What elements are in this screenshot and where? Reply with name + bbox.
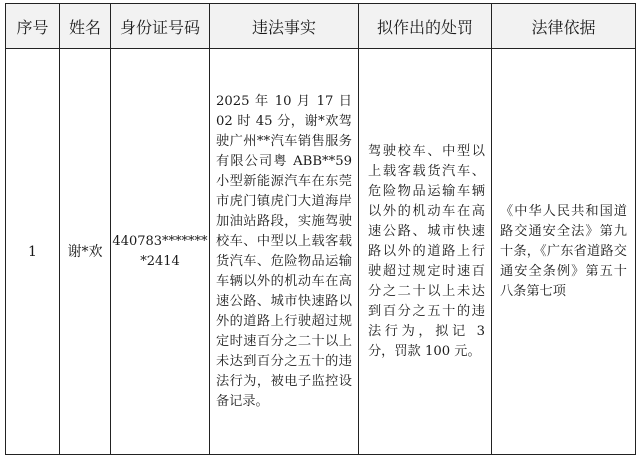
cell-serial-number: 1 bbox=[6, 49, 60, 455]
cell-proposed-penalty bbox=[359, 49, 492, 455]
header-legal-basis: 法律依据 bbox=[492, 4, 636, 49]
penalty-table bbox=[5, 3, 636, 455]
header-id-number: 身份证号码 bbox=[111, 4, 210, 49]
header-name: 姓名 bbox=[60, 4, 111, 49]
cell-id-number: 440783********2414 bbox=[111, 49, 210, 455]
header-violation-fact: 违法事实 bbox=[210, 4, 359, 49]
table-row bbox=[6, 49, 636, 455]
proposed-penalty-text: 驾驶校车、中型以上载客载货汽车、危险物品运输车辆以外的机动车在高速公路、城市快速路以外的道路上行驶超过规定时速百分之二十以上未达到百分之五十的违法行为，拟记 3 分，罚款 100 元。 bbox=[368, 143, 485, 359]
header-serial-number: 序号 bbox=[6, 4, 60, 49]
cell-violation-fact bbox=[210, 49, 359, 455]
cell-name: 谢*欢 bbox=[60, 49, 111, 455]
legal-basis-text: 《中华人民共和国道路交通安全法》第九十条，《广东省道路交通安全条例》第五十八条第七项 bbox=[500, 203, 627, 299]
violation-fact-text: 2025 年 10 月 17 日 02 时 45 分，谢*欢驾驶广州**汽车销售服务有限公司粤 ABB**59 小型新能源汽车在东莞市虎门镇虎门大道海岸加油站路段，实施驾驶校车、中型以上载客载货汽车、危险物品运输车辆以外的机动车在高速公路、城市快速路以外的道路上行驶超过规定时速百分之二十以上未达到百分之五十的违法行为，被电子监控设备记录。 bbox=[216, 93, 352, 409]
header-proposed-penalty: 拟作出的处罚 bbox=[359, 4, 492, 49]
cell-legal-basis bbox=[492, 49, 636, 455]
header-row bbox=[6, 4, 636, 49]
